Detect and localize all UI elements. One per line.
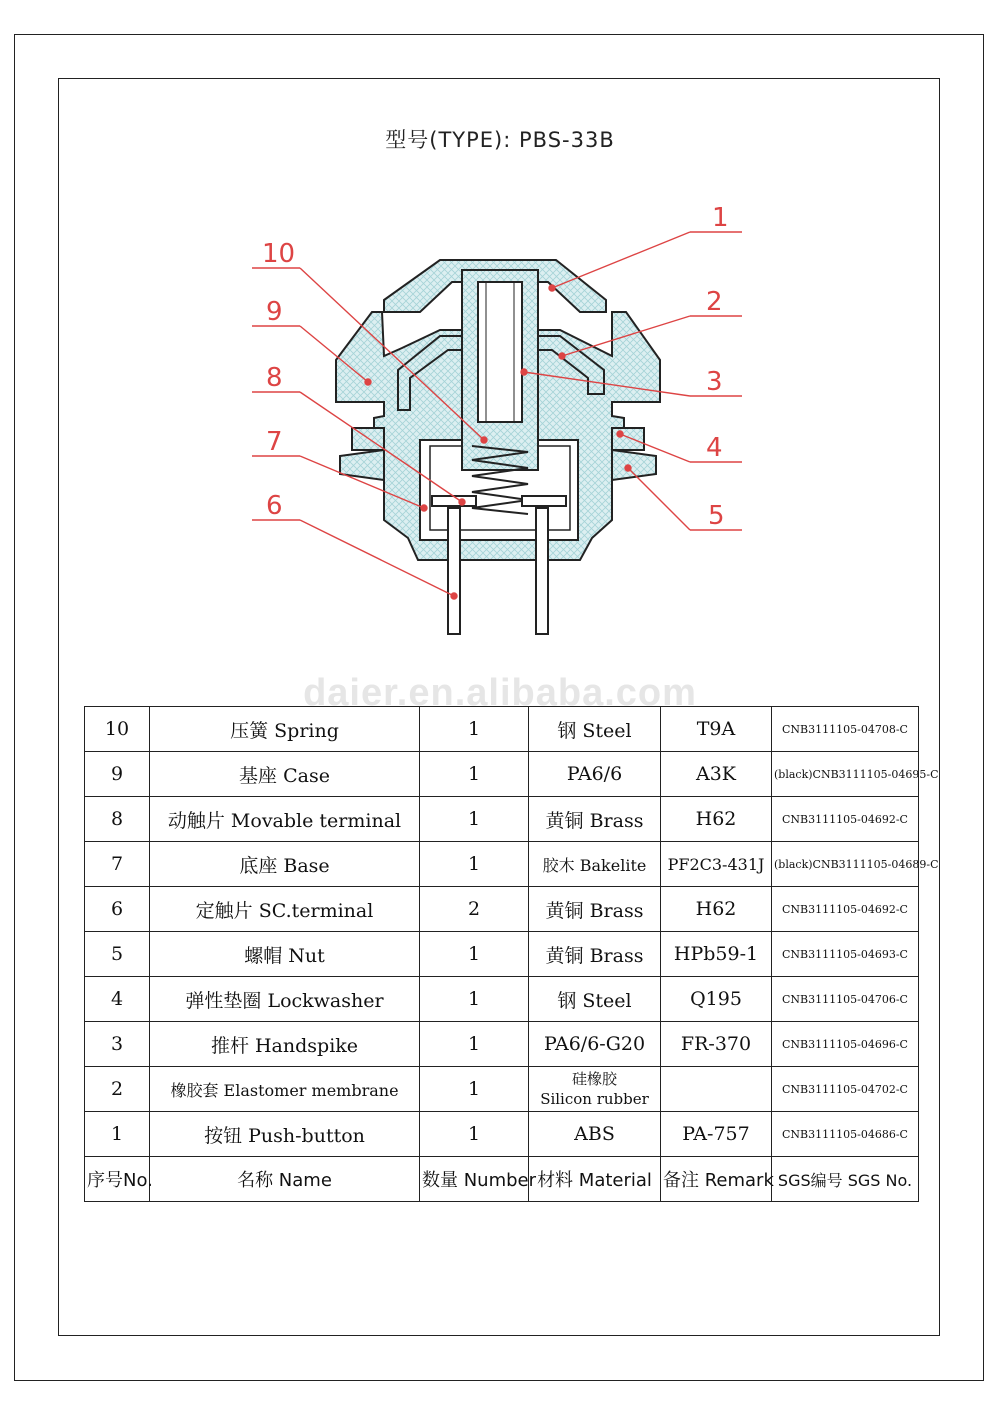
- row-sgs: CNB3111105-04708-C: [772, 707, 919, 752]
- row-sgs: CNB3111105-04686-C: [772, 1112, 919, 1157]
- table-row: [85, 1067, 919, 1112]
- row-remark: [661, 1067, 772, 1112]
- table-row: [85, 842, 919, 887]
- row-no: 7: [85, 842, 150, 887]
- row-remark: Q195: [661, 977, 772, 1022]
- header-material: 材料 Material: [529, 1157, 661, 1202]
- row-no: 10: [85, 707, 150, 752]
- row-name: 按钮 Push-button: [150, 1112, 420, 1157]
- callout-1: 1: [712, 203, 729, 233]
- cross-section-drawing: [0, 0, 1000, 700]
- table-row: [85, 797, 919, 842]
- row-no: 3: [85, 1022, 150, 1067]
- callout-9: 9: [266, 297, 283, 327]
- row-material: [529, 1067, 661, 1112]
- callout-8: 8: [266, 363, 283, 393]
- movable-terminal-right: [522, 496, 566, 506]
- row-sgs: CNB3111105-04702-C: [772, 1067, 919, 1112]
- row-name: 基座 Case: [150, 752, 420, 797]
- sc-terminal-left: [448, 508, 460, 634]
- handspike-bore: [478, 282, 522, 422]
- row-remark: T9A: [661, 707, 772, 752]
- row-name: 定触片 SC.terminal: [150, 887, 420, 932]
- material-cn: 硅橡胶: [571, 1070, 617, 1088]
- row-name: 底座 Base: [150, 842, 420, 887]
- callout-10: 10: [262, 239, 296, 269]
- row-sgs: CNB3111105-04692-C: [772, 797, 919, 842]
- row-material: 黄铜 Brass: [529, 887, 661, 932]
- row-remark: A3K: [661, 752, 772, 797]
- row-qty: 1: [420, 797, 529, 842]
- lockwasher-right: [612, 428, 644, 450]
- row-no: 2: [85, 1067, 150, 1112]
- row-no: 5: [85, 932, 150, 977]
- row-sgs: (black)CNB3111105-04689-C: [772, 842, 919, 887]
- header-remark: 备注 Remark: [661, 1157, 772, 1202]
- row-material: 黄铜 Brass: [529, 932, 661, 977]
- header-sgs: SGS编号 SGS No.: [772, 1157, 919, 1202]
- row-name: 压簧 Spring: [150, 707, 420, 752]
- row-sgs: (black)CNB3111105-04695-C: [772, 752, 919, 797]
- sc-terminal-right: [536, 508, 548, 634]
- row-material: PA6/6-G20: [529, 1022, 661, 1067]
- callout-2: 2: [706, 287, 723, 317]
- row-name: 螺帽 Nut: [150, 932, 420, 977]
- table-row: [85, 887, 919, 932]
- row-material: 胶木 Bakelite: [529, 842, 661, 887]
- row-remark: PF2C3-431J: [661, 842, 772, 887]
- row-qty: 1: [420, 1022, 529, 1067]
- row-material: 钢 Steel: [529, 977, 661, 1022]
- table-row: [85, 1112, 919, 1157]
- table-row: [85, 932, 919, 977]
- row-no: 4: [85, 977, 150, 1022]
- row-remark: H62: [661, 797, 772, 842]
- row-no: 8: [85, 797, 150, 842]
- callout-5: 5: [708, 501, 725, 531]
- callout-6: 6: [266, 491, 283, 521]
- callout-3: 3: [706, 367, 723, 397]
- material-en: Silicon rubber: [540, 1090, 649, 1108]
- row-material: PA6/6: [529, 752, 661, 797]
- row-qty: 1: [420, 1067, 529, 1112]
- row-material: 钢 Steel: [529, 707, 661, 752]
- movable-terminal: [432, 496, 476, 506]
- table-row: [85, 752, 919, 797]
- row-name: 橡胶套 Elastomer membrane: [150, 1067, 420, 1112]
- header-name: 名称 Name: [150, 1157, 420, 1202]
- row-qty: 2: [420, 887, 529, 932]
- row-sgs: CNB3111105-04693-C: [772, 932, 919, 977]
- drawing-title: 型号(TYPE): PBS-33B: [385, 128, 615, 152]
- row-qty: 1: [420, 977, 529, 1022]
- watermark: daier.en.alibaba.com: [303, 672, 697, 714]
- table-row: [85, 707, 919, 752]
- callout-4: 4: [706, 433, 723, 463]
- header-no: 序号No.: [85, 1157, 150, 1202]
- row-remark: PA-757: [661, 1112, 772, 1157]
- bill-of-materials-table: [84, 706, 939, 1202]
- row-qty: 1: [420, 1112, 529, 1157]
- row-sgs: CNB3111105-04692-C: [772, 887, 919, 932]
- table-header-row: [85, 1157, 919, 1202]
- row-no: 1: [85, 1112, 150, 1157]
- row-qty: 1: [420, 752, 529, 797]
- row-remark: H62: [661, 887, 772, 932]
- row-remark: FR-370: [661, 1022, 772, 1067]
- row-no: 9: [85, 752, 150, 797]
- callout-7: 7: [266, 427, 283, 457]
- row-name: 动触片 Movable terminal: [150, 797, 420, 842]
- row-sgs: CNB3111105-04706-C: [772, 977, 919, 1022]
- nut-right: [612, 450, 656, 480]
- table-row: [85, 977, 919, 1022]
- header-qty: 数量 Number: [420, 1157, 529, 1202]
- row-material: ABS: [529, 1112, 661, 1157]
- row-name: 推杆 Handspike: [150, 1022, 420, 1067]
- row-no: 6: [85, 887, 150, 932]
- row-qty: 1: [420, 707, 529, 752]
- row-remark: HPb59-1: [661, 932, 772, 977]
- row-material: 黄铜 Brass: [529, 797, 661, 842]
- row-qty: 1: [420, 842, 529, 887]
- row-sgs: CNB3111105-04696-C: [772, 1022, 919, 1067]
- row-name: 弹性垫圈 Lockwasher: [150, 977, 420, 1022]
- row-qty: 1: [420, 932, 529, 977]
- table-row: [85, 1022, 919, 1067]
